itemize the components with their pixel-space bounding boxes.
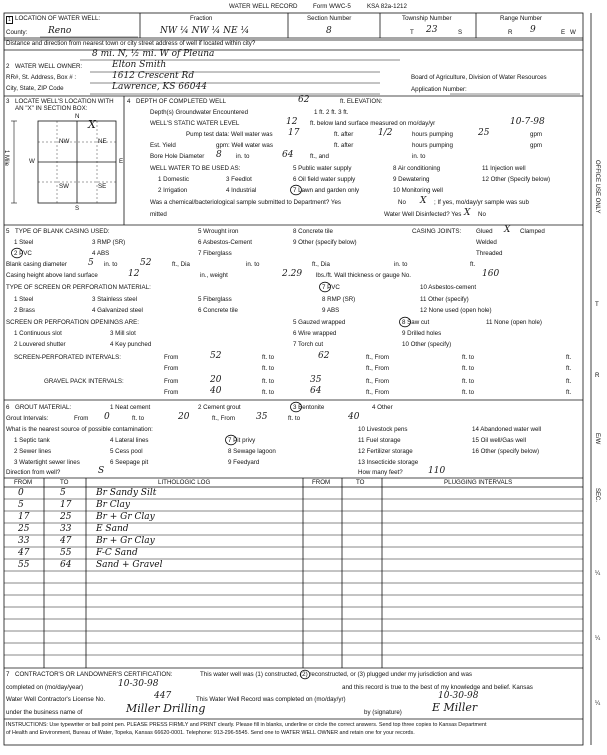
opening-option-5[interactable]: 5 Gauzed wrapped (293, 319, 346, 326)
pump-after-label: ft. after (334, 131, 354, 138)
log-row-7-description: Sand + Gravel (96, 560, 163, 570)
opening-option-2[interactable]: 2 Louvered shutter (14, 341, 66, 348)
use-option-9[interactable]: 9 Dewatering (393, 176, 430, 183)
sidebar-ew: E/W (594, 433, 600, 445)
groundwater-depths: 1 ft. 2 ft. 3 ft. (314, 109, 349, 116)
threaded-label: Threaded (476, 250, 503, 257)
township-field[interactable]: 23 (426, 25, 438, 35)
contam-option-13[interactable]: 13 Insecticide storage (358, 459, 419, 466)
contam-option-9[interactable]: 9 Feedyard (228, 459, 260, 466)
record-date-field[interactable]: 10-30-98 (438, 691, 479, 701)
range-e-label: E (561, 29, 566, 36)
board-text: Board of Agriculture, Division of Water Resources (411, 74, 547, 81)
compass-w: W (29, 158, 35, 165)
log-row-5-to: 47 (60, 536, 72, 546)
depth-label: DEPTH OF COMPLETED WELL (136, 98, 227, 105)
certification-label: CONTRACTOR'S OR LANDOWNER'S CERTIFICATION: (15, 671, 173, 678)
license-tail: This Water Well Record was completed on (mo/day/yr) (196, 696, 346, 703)
disinfected-label: Water Well Disinfected? Yes (384, 211, 462, 218)
quadrant-sw: SW (59, 183, 69, 190)
screen-ft-1: ft. (566, 354, 572, 361)
section-number-field[interactable]: 8 (326, 26, 332, 36)
opening-option-1[interactable]: 1 Continuous slot (14, 330, 62, 337)
screen-option-2[interactable]: 2 Brass (14, 307, 35, 314)
use-option-5[interactable]: 5 Public water supply (293, 165, 352, 172)
completed-on-field[interactable]: 10-30-98 (118, 679, 159, 689)
clamped-label: Clamped (520, 228, 545, 235)
grout-from-label: From (74, 415, 89, 422)
bore-to-field[interactable]: 64 (282, 150, 294, 160)
log-row-5-from: 33 (18, 536, 30, 546)
gravel-ft-1: ft. (566, 378, 572, 385)
quadrant-se: SE (98, 183, 107, 190)
contam-option-10[interactable]: 10 Livestock pens (358, 426, 408, 433)
screen-option-11[interactable]: 11 Other (specify) (420, 296, 469, 303)
log-row-4-from: 25 (18, 524, 30, 534)
log-row-2-description: Br Clay (96, 500, 130, 510)
mitted-label: mitted (150, 211, 167, 218)
log-row-3-from: 17 (18, 512, 30, 522)
gravel-ft-from-1: ft., From (366, 378, 390, 385)
gravel-ft-to-1: ft. to (262, 378, 275, 385)
gravel-ft-to-2b: ft. to (462, 389, 475, 396)
sidebar-sec: SEC. (594, 488, 600, 503)
opening-option-11[interactable]: 11 None (open hole) (486, 319, 542, 326)
instructions-line-1: INSTRUCTIONS: Use typewriter or ball point pen. PLEASE PRESS FIRMLY and PRINT clearly. Please fill in blanks, underline or circle the correct answers. Send top three copies to Kansas Department (6, 722, 487, 728)
est-hours-label: hours pumping (412, 142, 453, 149)
log-header-lithologic: LITHOLOGIC LOG (158, 479, 211, 486)
sidebar-quarter-2: ¼ (595, 635, 601, 642)
contamination-label: What is the nearest source of possible contamination: (6, 426, 153, 433)
casing-option-3[interactable]: 3 RMP (SR) (92, 239, 126, 246)
owner-label: WATER WELL OWNER: (15, 63, 83, 70)
static-level-field[interactable]: 12 (286, 117, 298, 127)
use-option-12[interactable]: 12 Other (Specify below) (482, 176, 551, 183)
grout-option-4[interactable]: 4 Other (372, 404, 393, 411)
screen-option-10[interactable]: 10 Asbestos-cement (420, 284, 477, 291)
use-option-8[interactable]: 8 Air conditioning (393, 165, 441, 172)
casing-joints-label: CASING JOINTS: (412, 228, 462, 235)
disinfected-no-label: No (478, 211, 486, 218)
feet-field[interactable]: 110 (428, 466, 446, 476)
static-date-field[interactable]: 10-7-98 (510, 117, 545, 127)
instructions-line-2: of Health and Environment, Bureau of Water, Topeka, Kansas 66620-0001. Telephone: 913-296-5545. Send one to WATER WELL OWNER and retain one for your records. (6, 730, 415, 736)
gravel-from-1-label: From (164, 378, 179, 385)
blank-in-to-3: in. to (394, 261, 408, 268)
compass-n: N (75, 113, 80, 120)
gravel-from-2-field[interactable]: 40 (210, 386, 222, 396)
grout-ft-from: ft., From (212, 415, 236, 422)
screen-ft-from-1: ft., From (366, 354, 390, 361)
contam-option-14[interactable]: 14 Abandoned water well (472, 426, 542, 433)
screen-type-label: TYPE OF SCREEN OR PERFORATION MATERIAL: (6, 284, 151, 291)
sidebar-t: T (595, 301, 599, 308)
gravel-from-1-field[interactable]: 20 (210, 375, 222, 385)
depth-field[interactable]: 62 (298, 95, 310, 105)
bore-in-to: in. to (236, 153, 250, 160)
signature-label: by (signature) (364, 709, 402, 716)
gravel-ft-2: ft. (566, 389, 572, 396)
groundwater-label: Depth(s) Groundwater Encountered (150, 109, 249, 116)
sidebar-r: R (595, 372, 600, 379)
screen-option-1[interactable]: 1 Steel (14, 296, 34, 303)
gravel-intervals-label: GRAVEL PACK INTERVALS: (44, 378, 124, 385)
est-yield-mid: gpm: Well water was (216, 142, 273, 149)
bore-label: Bore Hole Diameter (150, 153, 205, 160)
log-row-2-from: 5 (18, 500, 24, 510)
pump-hours-field[interactable]: 1/2 (378, 128, 393, 138)
log-row-1-to: 5 (60, 488, 66, 498)
license-field[interactable]: 447 (154, 691, 172, 701)
blank-in-to-2: in. to (246, 261, 260, 268)
ksa-reference: KSA 82a-1212 (367, 3, 407, 10)
est-after-label: ft. after (334, 142, 354, 149)
log-row-6-from: 47 (18, 548, 30, 558)
disinfected-yes-mark[interactable]: X (464, 208, 471, 218)
pump-ft-field[interactable]: 17 (288, 128, 300, 138)
use-option-4[interactable]: 4 Industrial (226, 187, 257, 194)
screen-from-1-label: From (164, 354, 179, 361)
casing-height-label: Casing height above land surface (6, 272, 98, 279)
contam-option-6[interactable]: 6 Seepage pit (110, 459, 149, 466)
blank-ft-dia-2: ft., Dia (312, 261, 330, 268)
application-number-label: Application Number: (411, 86, 467, 93)
chem-no-label: No (398, 199, 406, 206)
form-title: WATER WELL RECORD (229, 3, 298, 10)
distance-field[interactable]: 8 mi. N, ½ mi. W of Pleuna (92, 49, 215, 59)
township-label: Township Number (402, 15, 452, 22)
casing-option-6[interactable]: 6 Asbestos-Cement (198, 239, 252, 246)
use-option-6[interactable]: 6 Oil field water supply (293, 176, 356, 183)
contam-option-3[interactable]: 3 Watertight sewer lines (14, 459, 80, 466)
log-row-7-from: 55 (18, 560, 30, 570)
log-row-6-description: F-C Sand (96, 548, 138, 558)
screen-option-3[interactable]: 3 Stainless steel (92, 296, 138, 303)
log-header-to-2: TO (356, 479, 365, 486)
gravel-from-2-label: From (164, 389, 179, 396)
screen-from-field[interactable]: 52 (210, 351, 222, 361)
owner-field[interactable]: Elton Smith (112, 60, 167, 70)
section-number-label: Section Number (307, 15, 352, 22)
county-field[interactable]: Reno (48, 26, 72, 36)
chem-no-mark[interactable]: X (420, 196, 427, 206)
grout-intervals-label: Grout Intervals: (6, 415, 49, 422)
bore-ft-and: ft., and (310, 153, 329, 160)
screen-ft-from-2: ft., From (366, 365, 390, 372)
pump-gpm-field[interactable]: 25 (478, 128, 490, 138)
license-label: Water Well Contractor's License No. (6, 696, 106, 703)
pump-gpm-label: gpm (530, 131, 543, 138)
direction-field[interactable]: S (98, 466, 105, 476)
township-s-label: S (458, 29, 463, 36)
certification-text: This water well was (1) constructed, (2) reconstructed, or (3) plugged under my jurisdiction and was (200, 671, 473, 678)
completed-tail: and this record is true to the best of my knowledge and belief. Kansas (342, 684, 533, 691)
contam-option-16[interactable]: 16 Other (specify below) (472, 448, 540, 455)
log-row-1-from: 0 (18, 488, 24, 498)
opening-option-10[interactable]: 10 Other (specify) (402, 341, 452, 348)
grout-option-1[interactable]: 1 Neat cement (110, 404, 151, 411)
sidebar-quarter-3: ¼ (595, 700, 601, 707)
address-field[interactable]: 1612 Crescent Rd (112, 71, 195, 81)
grout-material-label: GROUT MATERIAL: (15, 404, 72, 411)
contam-option-11[interactable]: 11 Fuel storage (358, 437, 401, 444)
township-t-label: T (410, 29, 414, 36)
opening-option-3[interactable]: 3 Mill slot (110, 330, 136, 337)
range-w-label: W (570, 29, 576, 36)
glued-label: Glued (476, 228, 493, 235)
welded-label: Welded (476, 239, 497, 246)
distance-label: Distance and direction from nearest town or city street address of well if located within city? (6, 40, 256, 47)
blank-to-field[interactable]: 52 (140, 258, 152, 268)
section-3-number: 3 (6, 98, 10, 105)
static-level-label: WELL'S STATIC WATER LEVEL (150, 120, 240, 127)
grout-to-2-field[interactable]: 40 (348, 412, 360, 422)
location-x-mark: X (88, 118, 96, 131)
elevation-label: ft. ELEVATION: (340, 98, 383, 105)
openings-label: SCREEN OR PERFORATION OPENINGS ARE: (6, 319, 139, 326)
address-label: RR#, St. Address, Box # : (6, 74, 77, 81)
screen-to-field[interactable]: 62 (318, 351, 330, 361)
grout-to-1-field[interactable]: 20 (178, 412, 190, 422)
log-row-4-to: 33 (60, 524, 72, 534)
use-option-10[interactable]: 10 Monitoring well (393, 187, 443, 194)
lbs-ft-label: lbs./ft. Wall thickness or gauge No. (316, 272, 412, 279)
use-7-circle (289, 184, 303, 196)
bore-in-to-2: in. to (412, 153, 426, 160)
opening-option-8[interactable]: 8 Saw cut (402, 319, 430, 326)
bore-dia-field[interactable]: 8 (216, 150, 222, 160)
fraction-field[interactable]: NW ¼ NW ¼ NE ¼ (160, 26, 250, 36)
casing-option-8[interactable]: 8 Concrete tile (293, 228, 333, 235)
blank-dia-field[interactable]: 5 (88, 258, 94, 268)
range-r-label: R (508, 29, 513, 36)
screen-option-5[interactable]: 5 Fiberglass (198, 296, 232, 303)
business-name-label: under the business name of (6, 709, 83, 716)
log-row-1-description: Br Sandy Silt (96, 488, 157, 498)
grout-ft-to-1: ft. to (132, 415, 145, 422)
in-weight-label: in., weight (200, 272, 228, 279)
log-header-from: FROM (14, 479, 33, 486)
contam-option-12[interactable]: 12 Fertilizer storage (358, 448, 413, 455)
log-header-to: TO (60, 479, 69, 486)
use-option-7[interactable]: 7 Lawn and garden only (293, 187, 360, 194)
screen-option-8[interactable]: 8 RMP (SR) (322, 296, 356, 303)
pump-hours-label: hours pumping (412, 131, 453, 138)
use-option-11[interactable]: 11 Injection well (482, 165, 526, 172)
contam-option-7[interactable]: 7 Pit privy (228, 437, 256, 444)
log-row-3-description: Br + Gr Clay (96, 512, 155, 522)
log-header-plugging: PLUGGING INTERVALS (444, 479, 513, 486)
how-many-feet-label: How many feet? (358, 469, 403, 476)
weight-field[interactable]: 2.29 (282, 269, 303, 279)
locate-label-2: AN "X" IN SECTION BOX: (15, 105, 88, 112)
completed-on-label: completed on (mo/day/year) (6, 684, 84, 691)
compass-e: E (119, 158, 124, 165)
section-1-number (6, 16, 13, 24)
use-option-2[interactable]: 2 Irrigation (158, 187, 188, 194)
compass-s: S (75, 205, 80, 212)
log-row-7-to: 64 (60, 560, 72, 570)
screen-intervals-label: SCREEN-PERFORATED INTERVALS: (14, 354, 121, 361)
locate-label: LOCATE WELL'S LOCATION WITH (15, 98, 114, 105)
gravel-to-2-field[interactable]: 64 (310, 386, 322, 396)
screen-option-6[interactable]: 6 Concrete tile (198, 307, 238, 314)
contam-option-15[interactable]: 15 Oil well/Gas well (472, 437, 526, 444)
pump-test-label: Pump test data: Well water was (186, 131, 273, 138)
log-row-2-to: 17 (60, 500, 72, 510)
casing-option-4[interactable]: 4 ABS (92, 250, 110, 257)
opening-option-9[interactable]: 9 Drilled holes (402, 330, 442, 337)
screen-ft-to-1: ft. to (262, 354, 275, 361)
screen-option-7[interactable]: 7 PVC (322, 284, 340, 291)
grout-option-3[interactable]: 3 Bentonite (293, 404, 325, 411)
fraction-label: Fraction (190, 15, 213, 22)
pit-privy-circle (224, 434, 238, 446)
grout-from-1-field[interactable]: 0 (104, 412, 110, 422)
section-4-number: 4 (127, 98, 131, 105)
gauge-field[interactable]: 160 (482, 269, 500, 279)
quadrant-ne: NE (98, 138, 107, 145)
screen-from-2-label: From (164, 365, 179, 372)
casing-option-9[interactable]: 9 Other (specify below) (293, 239, 357, 246)
use-label: WELL WATER TO BE USED AS: (150, 165, 241, 172)
opening-option-6[interactable]: 6 Wire wrapped (293, 330, 337, 337)
sidebar-quarter-1: ¼ (595, 570, 601, 577)
casing-option-5[interactable]: 5 Wrought iron (198, 228, 239, 235)
screen-option-4[interactable]: 4 Galvanized steel (92, 307, 143, 314)
quadrant-nw: NW (59, 138, 70, 145)
use-option-3[interactable]: 3 Feedlot (226, 176, 252, 183)
gravel-ft-to-2: ft. to (262, 389, 275, 396)
est-yield-label: Est. Yield (150, 142, 176, 149)
casing-option-1[interactable]: 1 Steel (14, 239, 34, 246)
section-1-number-box: 1 (6, 16, 13, 24)
blank-dia-label: Blank casing diameter (6, 261, 67, 268)
opening-option-7[interactable]: 7 Torch cut (293, 341, 324, 348)
log-row-5-description: Br + Gr Clay (96, 536, 155, 546)
constructed-circle (299, 669, 311, 680)
casing-type-label: TYPE OF BLANK CASING USED: (15, 228, 110, 235)
blank-ft-3: ft. (470, 261, 476, 268)
contam-option-5[interactable]: 5 Cess pool (110, 448, 143, 455)
range-label: Range Number (500, 15, 542, 22)
section-6-number: 6 (6, 404, 10, 411)
screen-ft-2: ft. (566, 365, 572, 372)
blank-in-to: in. to (104, 261, 118, 268)
direction-label: Direction from well? (6, 469, 61, 476)
county-label: County: (6, 29, 28, 36)
section-7-number: 7 (6, 671, 10, 678)
grout-ft-to-2: ft. to (288, 415, 301, 422)
chem-tail: ; If yes, mo/day/yr sample was sub (434, 199, 529, 206)
opening-option-4[interactable]: 4 Key punched (110, 341, 152, 348)
screen-ft-to-2: ft. to (262, 365, 275, 372)
gravel-ft-to-1b: ft. to (462, 378, 475, 385)
contam-option-1[interactable]: 1 Septic tank (14, 437, 50, 444)
log-row-4-description: E Sand (96, 524, 129, 534)
contam-option-8[interactable]: 8 Sewage lagoon (228, 448, 276, 455)
log-row-3-to: 25 (60, 512, 72, 522)
est-gpm-label: gpm (530, 142, 543, 149)
static-level-tail: ft. below land surface measured on mo/day/yr (310, 120, 436, 127)
gravel-to-1-field[interactable]: 35 (310, 375, 322, 385)
screen-ft-to-1b: ft. to (462, 354, 475, 361)
grout-from-2-field[interactable]: 35 (256, 412, 268, 422)
blank-ft-dia: ft., Dia (172, 261, 190, 268)
signature-field[interactable]: E Miller (432, 701, 478, 714)
screen-pvc-circle (318, 281, 332, 293)
form-number: Form WWC-5 (313, 3, 351, 10)
gravel-ft-from-2: ft., From (366, 389, 390, 396)
use-option-1[interactable]: 1 Domestic (158, 176, 189, 183)
range-field[interactable]: 9 (530, 25, 536, 35)
city-label: City, State, ZIP Code (6, 85, 64, 92)
casing-option-2[interactable]: 2 PVC (14, 250, 32, 257)
office-use-only-label: OFFICE USE ONLY (594, 160, 600, 214)
mile-label: 1 Mile (3, 150, 9, 167)
city-field[interactable]: Lawrence, KS 66044 (112, 82, 207, 92)
grout-option-2[interactable]: 2 Cement grout (198, 404, 241, 411)
log-row-6-to: 55 (60, 548, 72, 558)
business-name-field[interactable]: Miller Drilling (126, 702, 206, 715)
log-header-from-2: FROM (312, 479, 331, 486)
contam-option-2[interactable]: 2 Sewer lines (14, 448, 52, 455)
screen-ft-to-2b: ft. to (462, 365, 475, 372)
contam-option-4[interactable]: 4 Lateral lines (110, 437, 149, 444)
screen-option-12[interactable]: 12 None used (open hole) (420, 307, 492, 314)
section-5-number: 5 (6, 228, 10, 235)
glued-mark[interactable]: X (504, 225, 511, 235)
screen-option-9[interactable]: 9 ABS (322, 307, 340, 314)
casing-option-7[interactable]: 7 Fiberglass (198, 250, 232, 257)
bentonite-circle (289, 401, 303, 413)
saw-cut-circle (398, 316, 412, 328)
section-2-number: 2 (6, 63, 10, 70)
casing-height-field[interactable]: 12 (128, 269, 140, 279)
location-label: LOCATION OF WATER WELL: (15, 15, 101, 22)
chem-question: Was a chemical/bacteriological sample submitted to Department? Yes (150, 199, 341, 206)
casing-pvc-circle (10, 247, 24, 259)
